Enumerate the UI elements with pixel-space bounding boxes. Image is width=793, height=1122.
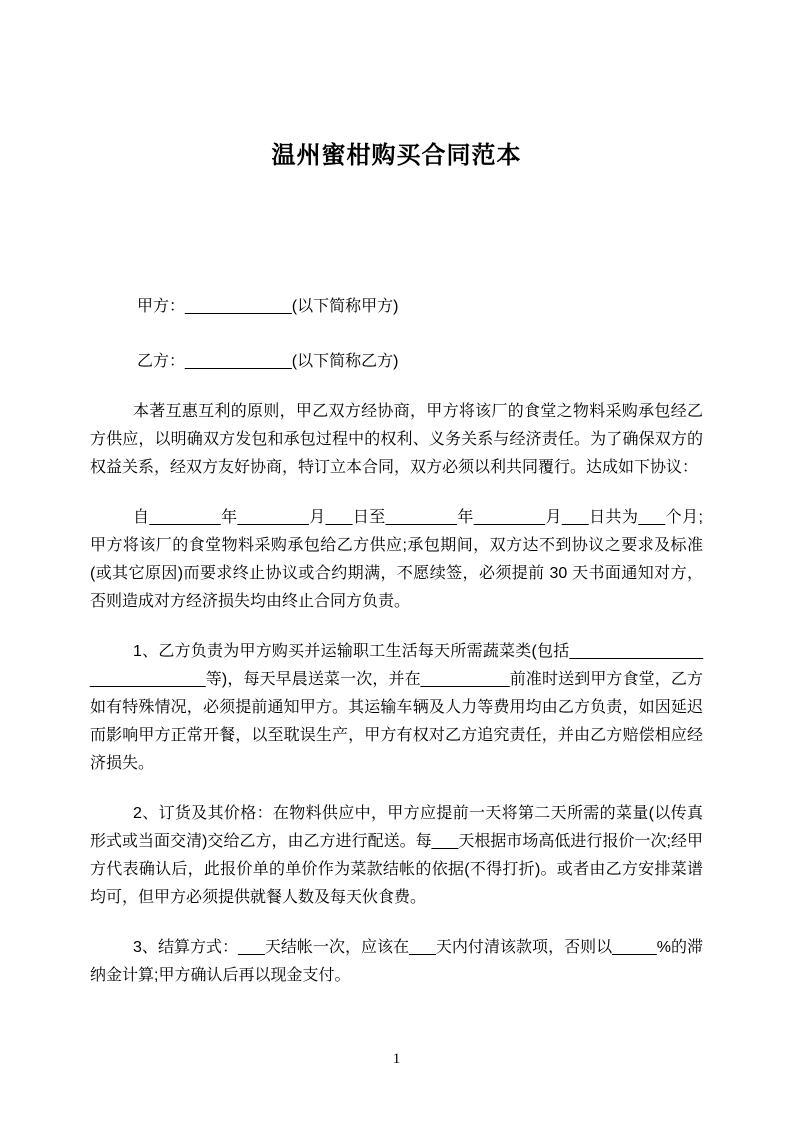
party-a-note: (以下简称甲方) (291, 298, 399, 315)
paragraph-contract-term: 自________年________月___日至________年________月___日共为___个月;甲方将该厂的食堂物料采购承包给乙方供应;承包期间，双方达不到协议之要求及标准(或其它原因)而要求终止协议或合约期满，不愿续签，必须提前 30 天书面通知对方，否则造成对方经济损失均由终止合同方负责。 (90, 509, 703, 610)
page-number: 1 (392, 1051, 401, 1067)
party-b-blank: ____________ (185, 353, 292, 370)
party-b-label: 乙方： (137, 353, 186, 370)
paragraph-clause-1-delivery: 1、乙方负责为甲方购买并运输职工生活每天所需蔬菜类(包括____________________________等)，每天早晨送菜一次，并在__________前准时送到甲方食堂，乙方如有特殊情况，必须提前通知甲方。其运输车辆及人力等费用均由乙方负责，如因延迟而影响甲方正常开餐，以至耽误生产，甲方有权对乙方追究责任，并由乙方赔偿相应经济损失。 (90, 643, 703, 772)
document-content (90, 0, 703, 990)
party-a-line (90, 293, 703, 321)
party-b-note: (以下简称乙方) (291, 353, 399, 370)
paragraph-clause-2-ordering-price: 2、订货及其价格：在物料供应中，甲方应提前一天将第二天所需的菜量(以传真形式或当面交清)交给乙方，由乙方进行配送。每___天根据市场高低进行报价一次;经甲方代表确认后，此报价单的单价作为菜款结帐的依据(不得打折)。或者由乙方安排菜谱均可，但甲方必须提供就餐人数及每天伙食费。 (90, 805, 703, 906)
document-title: 温州蜜柑购买合同范本 (271, 142, 522, 169)
party-b-line (90, 348, 703, 376)
party-a-blank: ____________ (185, 298, 292, 315)
paragraph-clause-3-settlement: 3、结算方式：___天结帐一次，应该在___天内付清该款项，否则以_____%的滞纳金计算;甲方确认后再以现金支付。 (90, 939, 703, 984)
paragraph-preamble: 本著互惠互利的原则，甲乙双方经协商，甲方将该厂的食堂之物料采购承包经乙方供应，以明确双方发包和承包过程中的权利、义务关系与经济责任。为了确保双方的权益关系，经双方友好协商，特订立本合同，双方必须以利共同覆行。达成如下协议： (90, 403, 703, 476)
party-a-label: 甲方： (137, 298, 186, 315)
